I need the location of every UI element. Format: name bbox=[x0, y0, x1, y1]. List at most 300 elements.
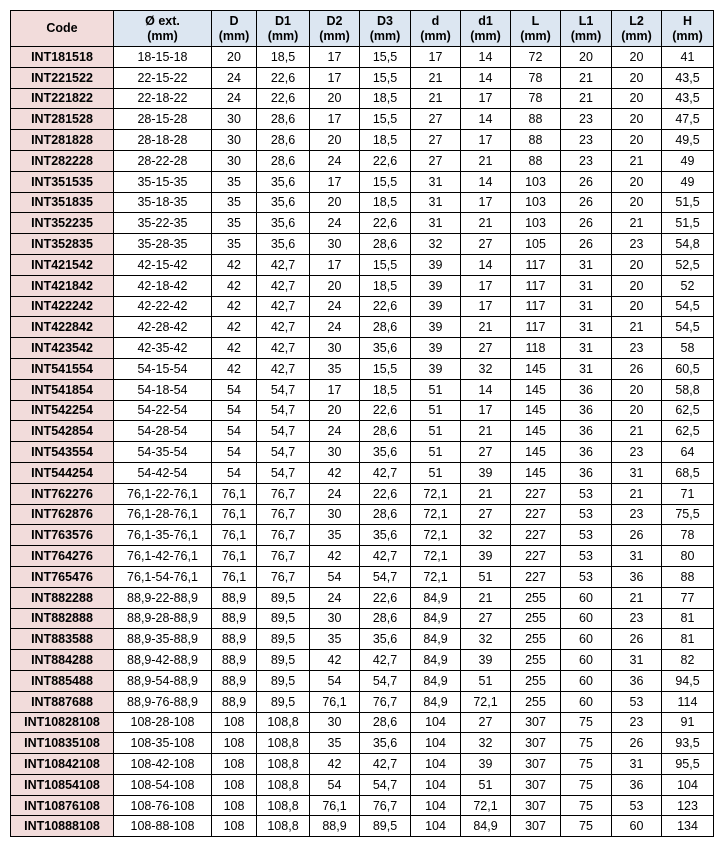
table-header-row bbox=[11, 11, 714, 47]
table-cell: 20 bbox=[212, 47, 257, 68]
product-code-cell: INT10876108 bbox=[11, 795, 114, 816]
table-cell: 20 bbox=[310, 192, 360, 213]
table-cell: 35 bbox=[310, 358, 360, 379]
table-cell: 39 bbox=[411, 317, 461, 338]
table-cell: 17 bbox=[310, 109, 360, 130]
table-cell: 84,9 bbox=[411, 587, 461, 608]
table-row bbox=[11, 254, 714, 275]
table-cell: 14 bbox=[461, 379, 511, 400]
table-cell: 35,6 bbox=[257, 234, 310, 255]
table-cell: 72,1 bbox=[411, 566, 461, 587]
table-cell: 227 bbox=[511, 566, 561, 587]
table-cell: 42 bbox=[212, 317, 257, 338]
table-cell: 42,7 bbox=[257, 275, 310, 296]
column-header bbox=[114, 11, 212, 47]
table-cell: 104 bbox=[411, 733, 461, 754]
table-cell: 24 bbox=[212, 88, 257, 109]
table-cell: 20 bbox=[310, 88, 360, 109]
table-cell: 39 bbox=[411, 296, 461, 317]
table-cell: 35 bbox=[212, 192, 257, 213]
table-cell: 255 bbox=[511, 670, 561, 691]
table-cell: 20 bbox=[612, 130, 662, 151]
table-cell: 108,8 bbox=[257, 816, 310, 837]
table-cell: 21 bbox=[612, 421, 662, 442]
table-cell: 28,6 bbox=[257, 109, 310, 130]
table-cell: 28,6 bbox=[257, 150, 310, 171]
table-cell: 72 bbox=[511, 47, 561, 68]
table-cell: 31 bbox=[561, 338, 612, 359]
table-cell: 21 bbox=[612, 213, 662, 234]
table-row bbox=[11, 400, 714, 421]
table-row bbox=[11, 462, 714, 483]
table-cell: 35,6 bbox=[360, 733, 411, 754]
table-cell: 145 bbox=[511, 379, 561, 400]
table-cell: 42 bbox=[310, 754, 360, 775]
table-cell: 24 bbox=[310, 317, 360, 338]
table-row bbox=[11, 629, 714, 650]
table-cell: 20 bbox=[612, 275, 662, 296]
table-cell: 20 bbox=[561, 47, 612, 68]
table-cell: 89,5 bbox=[257, 608, 310, 629]
table-cell: 88,9 bbox=[212, 587, 257, 608]
table-cell: 42,7 bbox=[257, 296, 310, 317]
table-cell: 30 bbox=[310, 338, 360, 359]
table-cell: 81 bbox=[662, 608, 714, 629]
table-cell: 42 bbox=[212, 296, 257, 317]
product-code-cell: INT352235 bbox=[11, 213, 114, 234]
table-cell: 134 bbox=[662, 816, 714, 837]
table-row bbox=[11, 88, 714, 109]
table-cell: 14 bbox=[461, 109, 511, 130]
table-row bbox=[11, 754, 714, 775]
table-cell: 54,5 bbox=[662, 296, 714, 317]
table-cell: 53 bbox=[612, 795, 662, 816]
table-cell: 39 bbox=[461, 754, 511, 775]
column-header-name: d bbox=[431, 13, 440, 28]
table-cell: 32 bbox=[461, 733, 511, 754]
table-cell: 54-15-54 bbox=[114, 358, 212, 379]
table-cell: 54-18-54 bbox=[114, 379, 212, 400]
table-row bbox=[11, 358, 714, 379]
table-cell: 21 bbox=[461, 317, 511, 338]
table-cell: 123 bbox=[662, 795, 714, 816]
table-cell: 28,6 bbox=[360, 504, 411, 525]
product-code-cell: INT542854 bbox=[11, 421, 114, 442]
product-code-cell: INT544254 bbox=[11, 462, 114, 483]
table-cell: 36 bbox=[612, 566, 662, 587]
table-cell: 84,9 bbox=[411, 670, 461, 691]
table-cell: 23 bbox=[561, 130, 612, 151]
column-header-name: L2 bbox=[629, 13, 644, 28]
table-cell: 108,8 bbox=[257, 733, 310, 754]
table-cell: 62,5 bbox=[662, 400, 714, 421]
table-cell: 72,1 bbox=[461, 691, 511, 712]
table-cell: 42,7 bbox=[360, 462, 411, 483]
table-cell: 17 bbox=[310, 254, 360, 275]
table-cell: 88,9-35-88,9 bbox=[114, 629, 212, 650]
table-cell: 30 bbox=[310, 504, 360, 525]
table-cell: 39 bbox=[461, 546, 511, 567]
table-cell: 23 bbox=[612, 504, 662, 525]
table-cell: 36 bbox=[561, 400, 612, 421]
table-cell: 39 bbox=[411, 338, 461, 359]
table-cell: 54,7 bbox=[257, 462, 310, 483]
table-cell: 36 bbox=[561, 442, 612, 463]
table-cell: 20 bbox=[612, 109, 662, 130]
table-cell: 39 bbox=[461, 650, 511, 671]
table-cell: 89,5 bbox=[257, 691, 310, 712]
column-header bbox=[212, 11, 257, 47]
table-cell: 35 bbox=[310, 629, 360, 650]
product-code-cell: INT541854 bbox=[11, 379, 114, 400]
table-cell: 26 bbox=[612, 733, 662, 754]
column-header-name: H bbox=[682, 13, 693, 28]
table-cell: 31 bbox=[612, 754, 662, 775]
table-cell: 35 bbox=[212, 171, 257, 192]
table-cell: 89,5 bbox=[257, 587, 310, 608]
table-cell: 31 bbox=[612, 462, 662, 483]
table-cell: 255 bbox=[511, 629, 561, 650]
table-cell: 28,6 bbox=[360, 234, 411, 255]
column-header bbox=[662, 11, 714, 47]
product-code-cell: INT887688 bbox=[11, 691, 114, 712]
table-cell: 26 bbox=[561, 171, 612, 192]
table-cell: 54,5 bbox=[662, 317, 714, 338]
table-row bbox=[11, 150, 714, 171]
table-cell: 105 bbox=[511, 234, 561, 255]
table-cell: 54-28-54 bbox=[114, 421, 212, 442]
table-cell: 15,5 bbox=[360, 254, 411, 275]
table-cell: 24 bbox=[310, 213, 360, 234]
table-cell: 51 bbox=[461, 566, 511, 587]
table-cell: 76,7 bbox=[257, 525, 310, 546]
table-cell: 27 bbox=[461, 608, 511, 629]
table-cell: 42-22-42 bbox=[114, 296, 212, 317]
table-cell: 54 bbox=[212, 462, 257, 483]
table-cell: 28-18-28 bbox=[114, 130, 212, 151]
table-row bbox=[11, 733, 714, 754]
table-cell: 26 bbox=[561, 234, 612, 255]
table-cell: 76,7 bbox=[257, 504, 310, 525]
table-cell: 114 bbox=[662, 691, 714, 712]
product-code-cell: INT351835 bbox=[11, 192, 114, 213]
table-cell: 15,5 bbox=[360, 109, 411, 130]
table-cell: 108 bbox=[212, 816, 257, 837]
table-cell: 51 bbox=[411, 462, 461, 483]
table-cell: 84,9 bbox=[411, 629, 461, 650]
product-code-cell: INT10854108 bbox=[11, 774, 114, 795]
table-cell: 30 bbox=[310, 442, 360, 463]
table-cell: 20 bbox=[612, 88, 662, 109]
table-cell: 21 bbox=[461, 483, 511, 504]
table-cell: 108-54-108 bbox=[114, 774, 212, 795]
product-code-cell: INT10828108 bbox=[11, 712, 114, 733]
table-cell: 60 bbox=[561, 650, 612, 671]
table-cell: 54,7 bbox=[257, 379, 310, 400]
table-cell: 108,8 bbox=[257, 795, 310, 816]
table-cell: 53 bbox=[612, 691, 662, 712]
table-cell: 17 bbox=[461, 192, 511, 213]
table-cell: 255 bbox=[511, 608, 561, 629]
column-header-unit: (mm) bbox=[570, 28, 602, 43]
table-cell: 27 bbox=[411, 109, 461, 130]
table-cell: 307 bbox=[511, 712, 561, 733]
table-cell: 22-18-22 bbox=[114, 88, 212, 109]
table-cell: 104 bbox=[411, 816, 461, 837]
table-cell: 35,6 bbox=[257, 213, 310, 234]
table-cell: 23 bbox=[612, 712, 662, 733]
table-cell: 35-22-35 bbox=[114, 213, 212, 234]
table-cell: 84,9 bbox=[411, 608, 461, 629]
table-cell: 17 bbox=[310, 171, 360, 192]
table-cell: 21 bbox=[461, 587, 511, 608]
table-cell: 89,5 bbox=[257, 629, 310, 650]
table-cell: 72,1 bbox=[411, 546, 461, 567]
table-cell: 77 bbox=[662, 587, 714, 608]
column-header bbox=[310, 11, 360, 47]
table-cell: 104 bbox=[411, 712, 461, 733]
table-cell: 80 bbox=[662, 546, 714, 567]
table-cell: 23 bbox=[612, 338, 662, 359]
product-code-cell: INT281828 bbox=[11, 130, 114, 151]
table-cell: 88,9-76-88,9 bbox=[114, 691, 212, 712]
table-cell: 75 bbox=[561, 712, 612, 733]
table-cell: 227 bbox=[511, 483, 561, 504]
table-cell: 49 bbox=[662, 171, 714, 192]
table-cell: 54 bbox=[310, 566, 360, 587]
table-cell: 68,5 bbox=[662, 462, 714, 483]
table-cell: 71 bbox=[662, 483, 714, 504]
table-cell: 51,5 bbox=[662, 192, 714, 213]
column-header bbox=[461, 11, 511, 47]
table-cell: 35 bbox=[310, 733, 360, 754]
spec-table-container bbox=[10, 10, 714, 837]
table-cell: 20 bbox=[310, 400, 360, 421]
table-cell: 31 bbox=[561, 317, 612, 338]
table-cell: 23 bbox=[561, 109, 612, 130]
table-cell: 88,9-54-88,9 bbox=[114, 670, 212, 691]
table-cell: 88,9 bbox=[212, 650, 257, 671]
table-cell: 52 bbox=[662, 275, 714, 296]
table-cell: 27 bbox=[461, 504, 511, 525]
column-header-unit: (mm) bbox=[621, 28, 652, 43]
table-cell: 53 bbox=[561, 483, 612, 504]
table-cell: 60 bbox=[561, 691, 612, 712]
table-cell: 18,5 bbox=[360, 130, 411, 151]
table-cell: 54 bbox=[212, 400, 257, 421]
table-cell: 20 bbox=[612, 171, 662, 192]
table-cell: 20 bbox=[612, 400, 662, 421]
table-cell: 75,5 bbox=[662, 504, 714, 525]
table-cell: 30 bbox=[310, 712, 360, 733]
table-cell: 88 bbox=[511, 109, 561, 130]
table-cell: 28,6 bbox=[360, 317, 411, 338]
table-cell: 26 bbox=[561, 192, 612, 213]
table-cell: 31 bbox=[411, 171, 461, 192]
table-cell: 22,6 bbox=[360, 296, 411, 317]
table-cell: 43,5 bbox=[662, 88, 714, 109]
table-cell: 35,6 bbox=[257, 171, 310, 192]
table-cell: 60 bbox=[561, 670, 612, 691]
table-cell: 54,7 bbox=[360, 566, 411, 587]
table-cell: 108-42-108 bbox=[114, 754, 212, 775]
table-cell: 108 bbox=[212, 795, 257, 816]
table-row bbox=[11, 691, 714, 712]
table-cell: 75 bbox=[561, 754, 612, 775]
table-cell: 42,7 bbox=[360, 754, 411, 775]
column-header bbox=[360, 11, 411, 47]
table-cell: 78 bbox=[662, 525, 714, 546]
table-cell: 32 bbox=[411, 234, 461, 255]
table-cell: 30 bbox=[310, 608, 360, 629]
table-cell: 91 bbox=[662, 712, 714, 733]
product-code-cell: INT10842108 bbox=[11, 754, 114, 775]
table-cell: 31 bbox=[411, 213, 461, 234]
table-cell: 93,5 bbox=[662, 733, 714, 754]
product-code-cell: INT351535 bbox=[11, 171, 114, 192]
column-header-name: D1 bbox=[275, 13, 291, 28]
table-cell: 15,5 bbox=[360, 171, 411, 192]
table-cell: 20 bbox=[612, 67, 662, 88]
table-cell: 22,6 bbox=[360, 483, 411, 504]
product-code-cell: INT542254 bbox=[11, 400, 114, 421]
column-header-name: d1 bbox=[478, 13, 493, 28]
product-code-cell: INT422242 bbox=[11, 296, 114, 317]
column-header bbox=[257, 11, 310, 47]
table-cell: 88,9 bbox=[212, 670, 257, 691]
table-cell: 27 bbox=[411, 150, 461, 171]
table-cell: 117 bbox=[511, 254, 561, 275]
table-cell: 35,6 bbox=[360, 629, 411, 650]
table-cell: 23 bbox=[561, 150, 612, 171]
table-cell: 17 bbox=[411, 47, 461, 68]
table-cell: 58,8 bbox=[662, 379, 714, 400]
table-cell: 76,1 bbox=[310, 691, 360, 712]
table-cell: 36 bbox=[561, 379, 612, 400]
table-cell: 28,6 bbox=[257, 130, 310, 151]
table-cell: 39 bbox=[461, 462, 511, 483]
table-cell: 35 bbox=[310, 525, 360, 546]
table-cell: 76,1-22-76,1 bbox=[114, 483, 212, 504]
table-cell: 84,9 bbox=[411, 691, 461, 712]
table-cell: 35,6 bbox=[360, 338, 411, 359]
table-cell: 26 bbox=[612, 629, 662, 650]
table-cell: 31 bbox=[561, 254, 612, 275]
table-cell: 88,9-42-88,9 bbox=[114, 650, 212, 671]
table-cell: 54 bbox=[212, 442, 257, 463]
table-cell: 104 bbox=[411, 795, 461, 816]
table-cell: 24 bbox=[310, 587, 360, 608]
table-cell: 64 bbox=[662, 442, 714, 463]
table-cell: 76,1 bbox=[212, 566, 257, 587]
table-cell: 117 bbox=[511, 275, 561, 296]
product-code-cell: INT281528 bbox=[11, 109, 114, 130]
table-cell: 47,5 bbox=[662, 109, 714, 130]
table-cell: 49,5 bbox=[662, 130, 714, 151]
table-cell: 21 bbox=[561, 67, 612, 88]
table-cell: 28,6 bbox=[360, 608, 411, 629]
table-cell: 88,9 bbox=[212, 691, 257, 712]
table-cell: 42,7 bbox=[257, 358, 310, 379]
table-cell: 108 bbox=[212, 712, 257, 733]
table-body bbox=[11, 47, 714, 837]
table-cell: 27 bbox=[461, 712, 511, 733]
product-code-cell: INT10888108 bbox=[11, 816, 114, 837]
table-cell: 60,5 bbox=[662, 358, 714, 379]
table-cell: 108 bbox=[212, 754, 257, 775]
table-cell: 54,7 bbox=[360, 774, 411, 795]
table-cell: 28-15-28 bbox=[114, 109, 212, 130]
product-code-cell: INT882888 bbox=[11, 608, 114, 629]
table-cell: 27 bbox=[461, 338, 511, 359]
table-cell: 42,7 bbox=[257, 317, 310, 338]
table-cell: 35 bbox=[212, 213, 257, 234]
table-cell: 72,1 bbox=[411, 483, 461, 504]
table-cell: 21 bbox=[612, 317, 662, 338]
table-cell: 88,9 bbox=[212, 629, 257, 650]
table-row bbox=[11, 712, 714, 733]
table-cell: 145 bbox=[511, 462, 561, 483]
table-cell: 76,1 bbox=[212, 546, 257, 567]
table-cell: 27 bbox=[461, 442, 511, 463]
table-cell: 20 bbox=[612, 47, 662, 68]
table-cell: 17 bbox=[461, 88, 511, 109]
table-cell: 26 bbox=[561, 213, 612, 234]
column-header bbox=[511, 11, 561, 47]
table-cell: 42-15-42 bbox=[114, 254, 212, 275]
table-cell: 17 bbox=[310, 379, 360, 400]
table-cell: 31 bbox=[612, 650, 662, 671]
table-cell: 104 bbox=[662, 774, 714, 795]
table-cell: 72,1 bbox=[461, 795, 511, 816]
product-code-cell: INT541554 bbox=[11, 358, 114, 379]
table-row bbox=[11, 213, 714, 234]
table-cell: 88,9-22-88,9 bbox=[114, 587, 212, 608]
product-code-cell: INT352835 bbox=[11, 234, 114, 255]
table-cell: 14 bbox=[461, 254, 511, 275]
table-cell: 75 bbox=[561, 816, 612, 837]
column-header-unit: (mm) bbox=[470, 28, 501, 43]
table-cell: 15,5 bbox=[360, 67, 411, 88]
table-cell: 78 bbox=[511, 88, 561, 109]
table-cell: 24 bbox=[310, 421, 360, 442]
table-row bbox=[11, 608, 714, 629]
table-cell: 108,8 bbox=[257, 712, 310, 733]
table-cell: 76,7 bbox=[360, 795, 411, 816]
table-row bbox=[11, 546, 714, 567]
table-cell: 145 bbox=[511, 358, 561, 379]
column-header-unit: (mm) bbox=[369, 28, 401, 43]
table-cell: 54,7 bbox=[257, 400, 310, 421]
table-cell: 42-28-42 bbox=[114, 317, 212, 338]
table-cell: 42 bbox=[212, 275, 257, 296]
table-cell: 15,5 bbox=[360, 47, 411, 68]
table-cell: 94,5 bbox=[662, 670, 714, 691]
table-cell: 31 bbox=[561, 275, 612, 296]
table-row bbox=[11, 670, 714, 691]
table-cell: 35-15-35 bbox=[114, 171, 212, 192]
table-cell: 76,7 bbox=[257, 566, 310, 587]
product-code-cell: INT883588 bbox=[11, 629, 114, 650]
column-header-unit: (mm) bbox=[267, 28, 299, 43]
table-cell: 60 bbox=[561, 587, 612, 608]
table-cell: 24 bbox=[310, 483, 360, 504]
table-cell: 76,7 bbox=[257, 546, 310, 567]
table-cell: 54 bbox=[212, 421, 257, 442]
table-cell: 43,5 bbox=[662, 67, 714, 88]
table-cell: 145 bbox=[511, 400, 561, 421]
column-header bbox=[411, 11, 461, 47]
